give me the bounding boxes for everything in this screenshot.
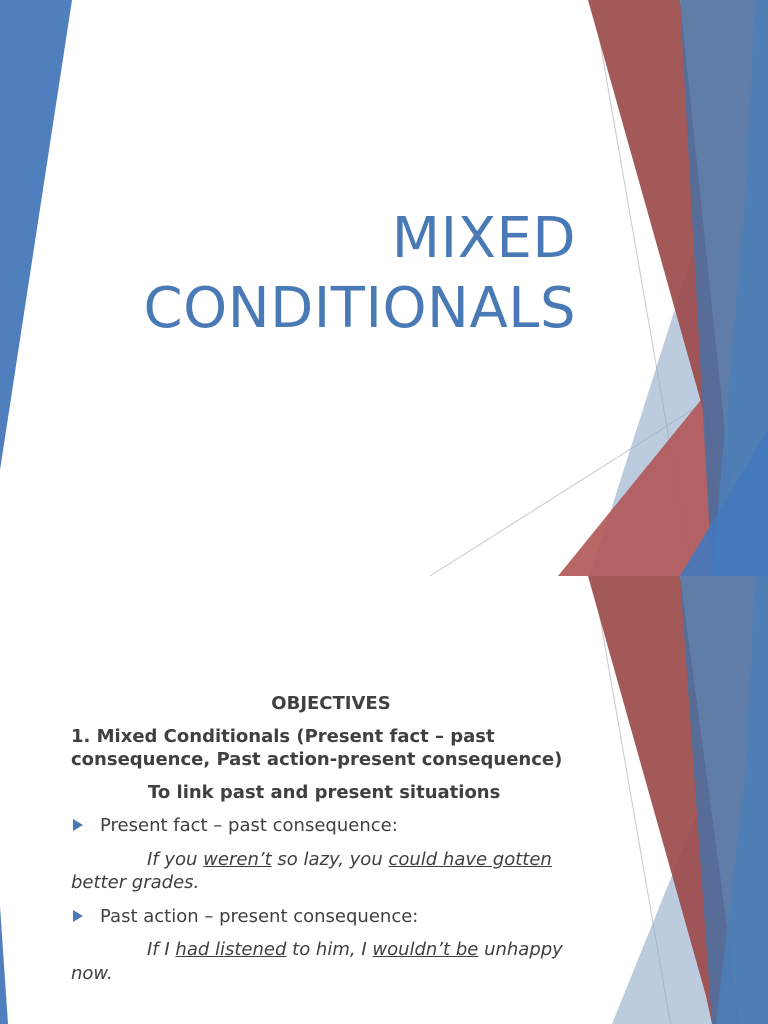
bullet-item (71, 905, 591, 929)
objectives-slide (0, 576, 768, 1024)
bullet-label: Present fact – past consequence: (100, 815, 398, 836)
bullet-label: Past action – present consequence: (100, 905, 419, 927)
bullet-item (71, 814, 591, 838)
objectives-heading: OBJECTIVES (271, 693, 391, 714)
example-underlined: could have gotten (388, 848, 552, 870)
example-underlined: weren’t (203, 848, 272, 870)
example-text: to him, I (286, 939, 373, 960)
objectives-content (71, 692, 591, 995)
example-sentence (71, 848, 591, 895)
example-underlined: had listened (175, 939, 287, 960)
example-text: unhappy now. (71, 939, 563, 984)
example-text: better grades. (71, 872, 200, 893)
example-sentence (71, 938, 591, 985)
left-accent-shape (0, 906, 8, 1024)
bullet-triangle-icon (73, 819, 83, 831)
objective-aim: To link past and present situations (148, 781, 501, 803)
example-text: If I (147, 939, 176, 960)
left-accent-shape (0, 0, 72, 470)
objective-item: 1. Mixed Conditionals (Present fact – past consequence, Past action-present consequence) (71, 725, 563, 770)
bullet-triangle-icon (73, 910, 83, 922)
example-text: If you (147, 848, 204, 870)
title-line-2: CONDITIONALS (143, 276, 576, 341)
example-underlined: wouldn’t be (372, 939, 479, 960)
title-line-1: MIXED (391, 206, 576, 271)
slide-title (144, 204, 576, 344)
example-text: so lazy, you (271, 848, 389, 870)
